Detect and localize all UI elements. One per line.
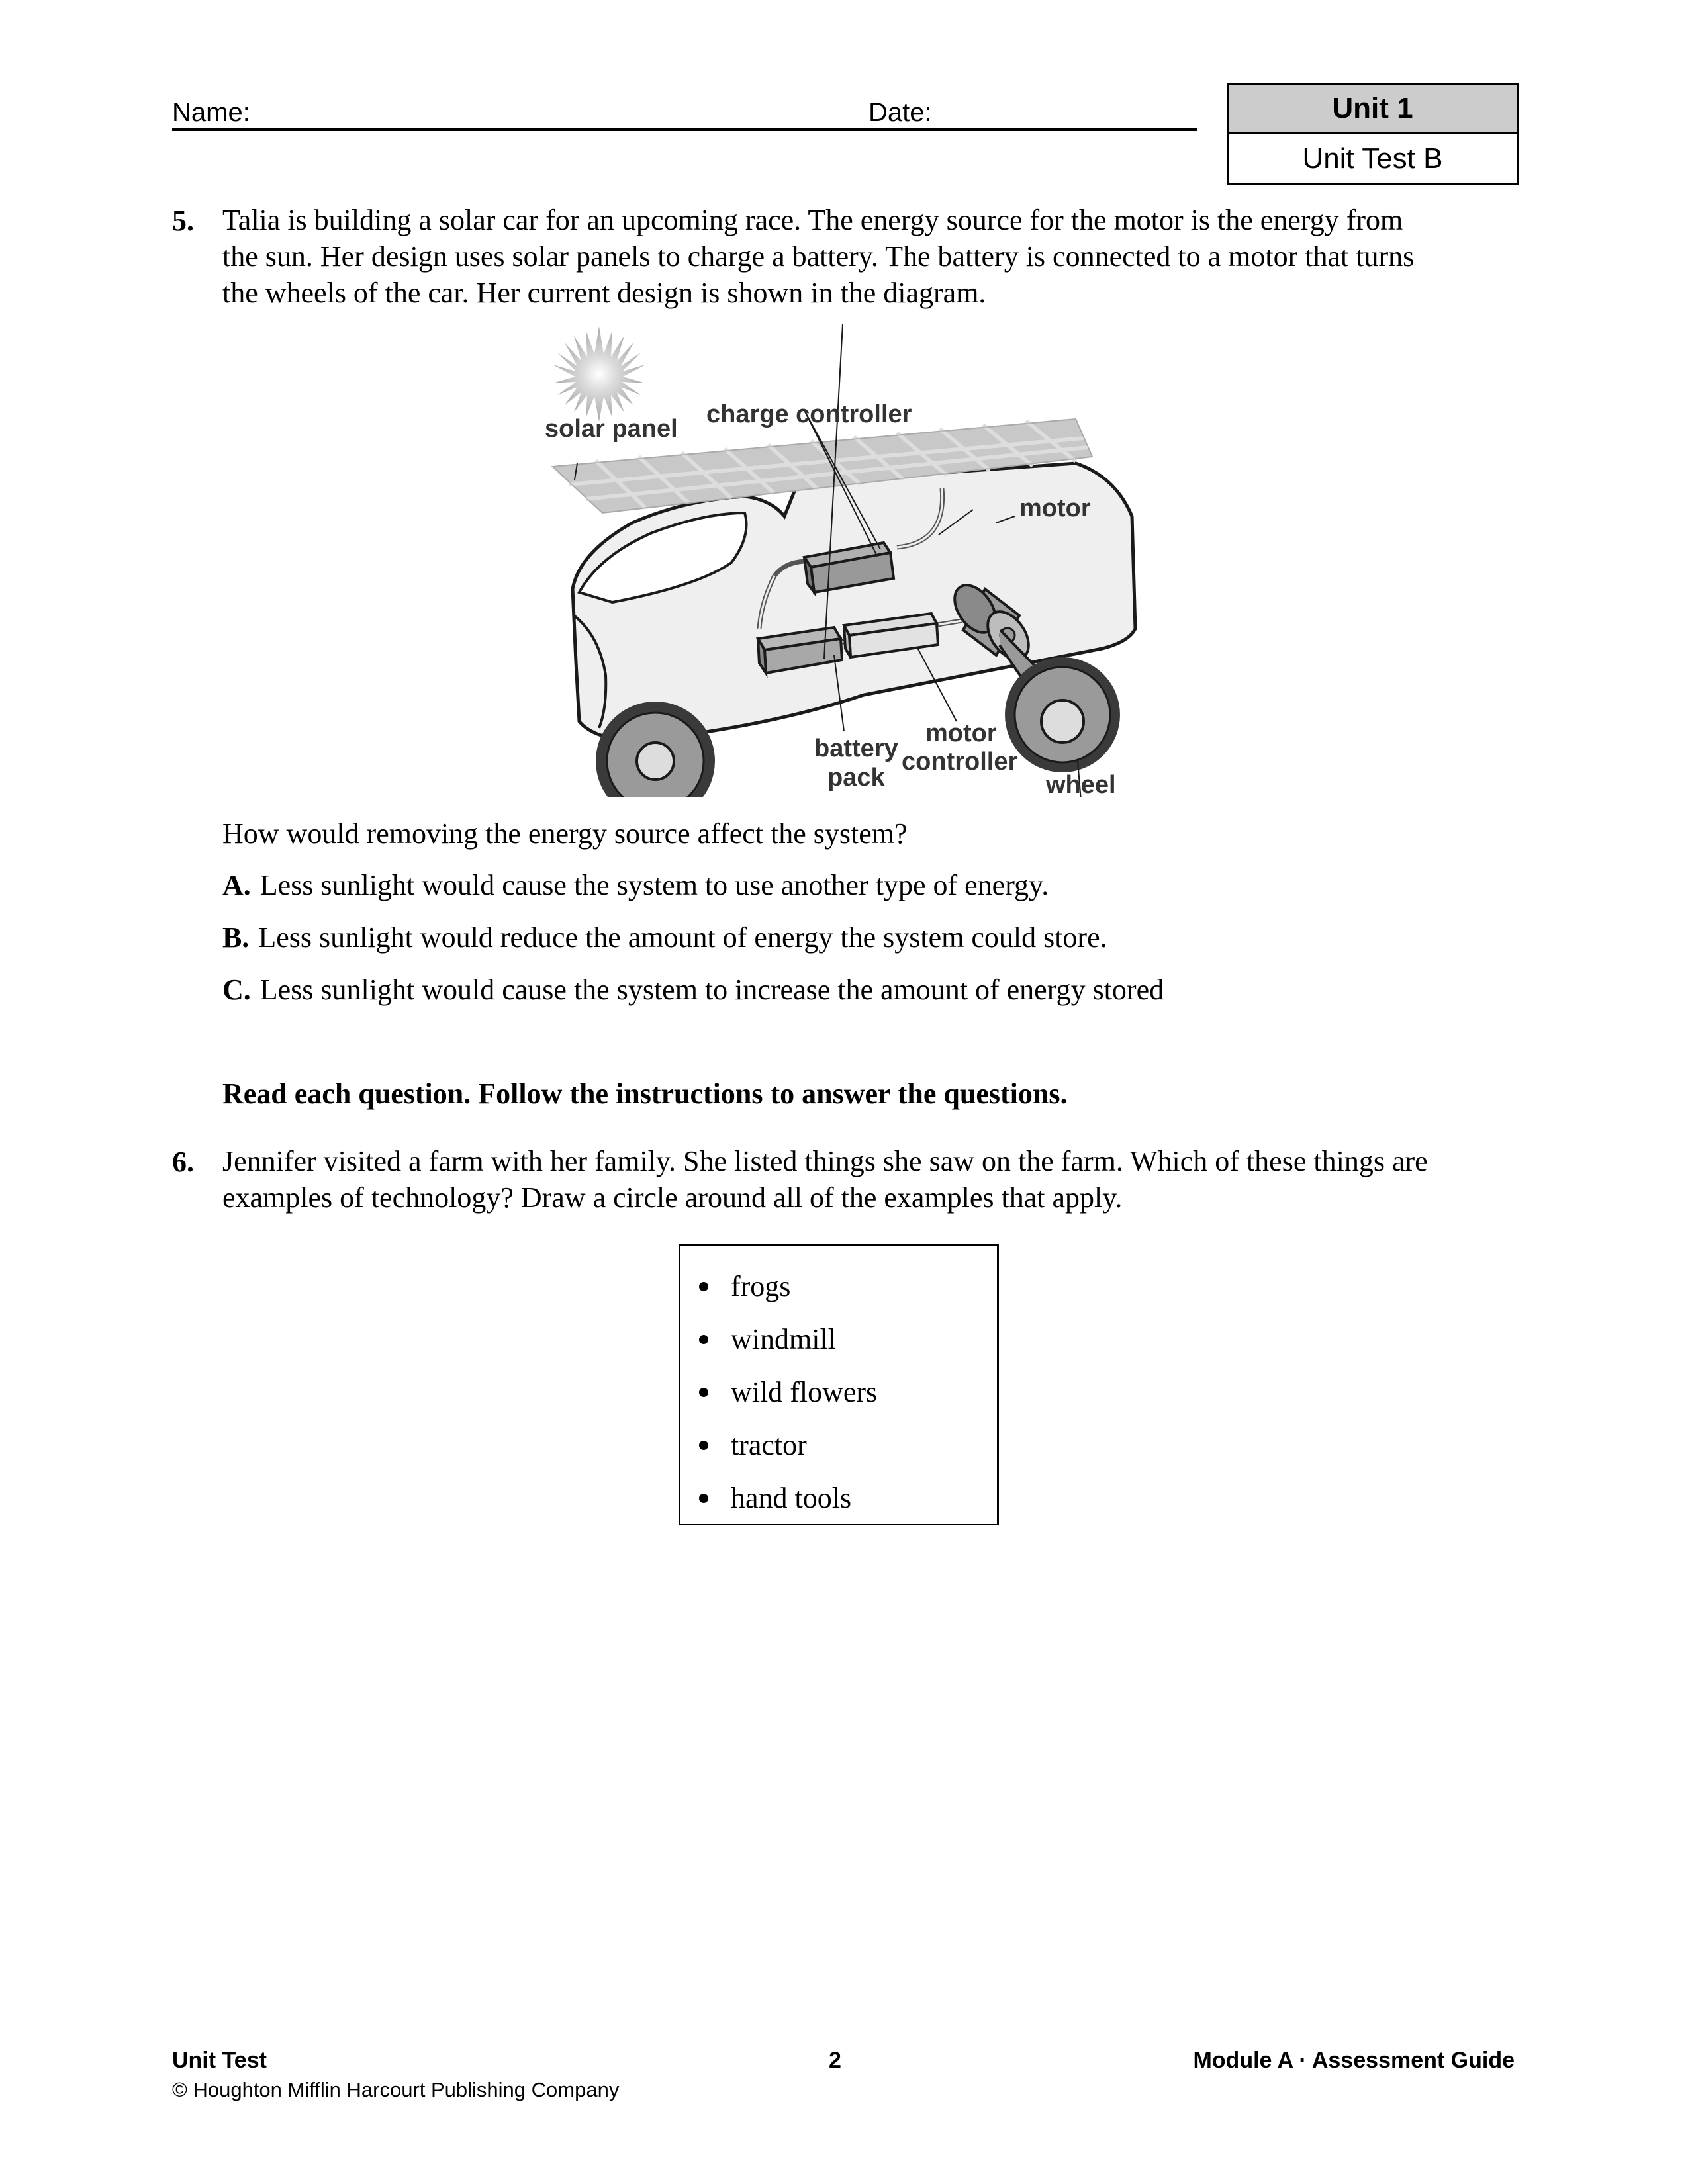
choice-c-letter: C. <box>222 974 251 1006</box>
choice-a-text: Less sunlight would cause the system to use another type of energy. <box>259 869 1049 901</box>
label-pack: pack <box>827 764 885 792</box>
date-label: Date: <box>868 98 932 127</box>
choice-c[interactable] <box>222 973 1164 1007</box>
list-item-label: frogs <box>731 1270 791 1302</box>
question-5-line: the sun. Her design uses solar panels to charge a battery. The battery is connected to a motor that turns <box>222 240 1415 273</box>
question-6-line: examples of technology? Draw a circle around all of the examples that apply. <box>222 1181 1123 1214</box>
name-date-line[interactable] <box>172 97 1197 131</box>
question-6-number: 6. <box>172 1146 194 1178</box>
solar-car-diagram <box>533 324 1162 797</box>
footer-right: Module A · Assessment Guide <box>1193 2048 1515 2073</box>
bullet-icon <box>699 1388 708 1397</box>
name-label: Name: <box>172 98 250 127</box>
list-item-label: hand tools <box>731 1482 852 1514</box>
unit-title: Unit 1 <box>1229 85 1517 134</box>
section-instructions: Read each question. Follow the instructions to answer the questions. <box>222 1077 1068 1110</box>
label-motor-controller-2: controller <box>902 748 1018 776</box>
list-item[interactable] <box>680 1366 997 1419</box>
choice-b[interactable] <box>222 921 1107 954</box>
question-6-line: Jennifer visited a farm with her family. She listed things she saw on the farm. Which of these things are <box>222 1145 1428 1177</box>
list-item-label: tractor <box>731 1429 807 1461</box>
choice-a-letter: A. <box>222 869 251 901</box>
list-item[interactable] <box>680 1472 997 1525</box>
copyright: © Houghton Mifflin Harcourt Publishing Company <box>172 2078 620 2101</box>
label-solar-panel: solar panel <box>545 415 678 443</box>
label-motor: motor <box>1019 494 1091 522</box>
examples-list-box <box>679 1244 999 1525</box>
bullet-icon <box>699 1335 708 1344</box>
question-5-line: the wheels of the car. Her current design is shown in the diagram. <box>222 277 986 309</box>
question-6-text <box>222 1143 1533 1216</box>
label-wheel: wheel <box>1046 771 1116 797</box>
label-battery: battery <box>814 735 898 762</box>
list-item-label: windmill <box>731 1323 836 1355</box>
question-5-number: 5. <box>172 205 194 237</box>
bullet-icon <box>699 1282 708 1291</box>
bullet-icon <box>699 1441 708 1450</box>
label-motor-controller-1: motor <box>925 719 997 747</box>
list-item-label: wild flowers <box>731 1376 878 1408</box>
choice-b-letter: B. <box>222 921 250 954</box>
list-item[interactable] <box>680 1419 997 1472</box>
unit-test-label: Unit Test B <box>1302 142 1443 175</box>
rear-wheel <box>1005 657 1120 772</box>
sun-icon <box>553 326 645 422</box>
footer-left: Unit Test <box>172 2048 267 2073</box>
question-5-line: Talia is building a solar car for an upcoming race. The energy source for the motor is the energy from <box>222 204 1403 236</box>
list-item[interactable] <box>680 1313 997 1366</box>
bullet-icon <box>699 1494 708 1503</box>
choice-a[interactable] <box>222 868 1049 902</box>
question-5-prompt: How would removing the energy source affect the system? <box>222 817 908 850</box>
list-item[interactable] <box>680 1260 997 1313</box>
unit-box <box>1227 83 1519 185</box>
question-5-text <box>222 202 1520 311</box>
choice-b-text: Less sunlight would reduce the amount of energy the system could store. <box>258 921 1107 954</box>
choice-c-text: Less sunlight would cause the system to increase the amount of energy stored <box>259 974 1164 1006</box>
label-charge-controller: charge controller <box>706 400 912 428</box>
page-number: 2 <box>829 2048 841 2073</box>
